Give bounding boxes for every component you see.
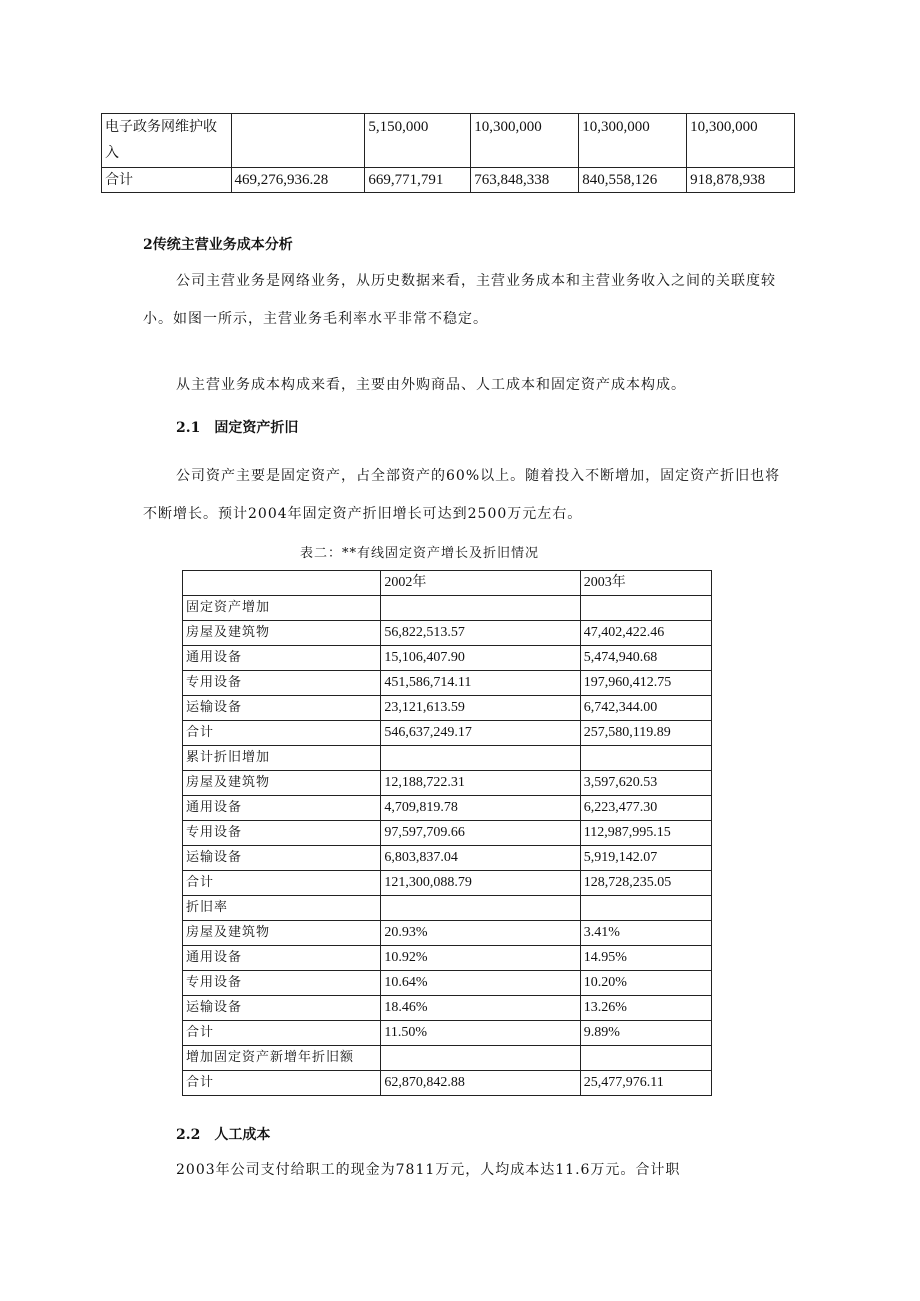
- table-cell: 56,822,513.57: [381, 621, 580, 646]
- row-label: 房屋及建筑物: [183, 771, 381, 796]
- section-heading-2-2: 2.2 人工成本: [176, 1127, 271, 1143]
- table-cell: 10.64%: [381, 971, 580, 996]
- table-cell: 15,106,407.90: [381, 646, 580, 671]
- table-row: [183, 971, 712, 996]
- row-label: 合计: [183, 1021, 381, 1046]
- table-cell: [580, 746, 711, 771]
- table-cell: 112,987,995.15: [580, 821, 711, 846]
- table-cell: 918,878,938: [687, 168, 795, 193]
- header-cell: [183, 571, 381, 596]
- row-label: 通用设备: [183, 646, 381, 671]
- table-cell: 25,477,976.11: [580, 1071, 711, 1096]
- table-row: [183, 1071, 712, 1096]
- table-cell: 18.46%: [381, 996, 580, 1021]
- top-revenue-table: [101, 113, 795, 193]
- row-label: 通用设备: [183, 796, 381, 821]
- table-cell: 97,597,709.66: [381, 821, 580, 846]
- section-heading-2-1: 2.1 固定资产折旧: [176, 420, 299, 436]
- table-body: [183, 571, 712, 1096]
- row-label: 专用设备: [183, 821, 381, 846]
- row-label: 折旧率: [183, 896, 381, 921]
- paragraph: 2003年公司支付给职工的现金为7811万元，人均成本达11.6万元。合计职: [176, 1162, 681, 1178]
- table-cell: 23,121,613.59: [381, 696, 580, 721]
- row-label: 电子政务网维护收入: [102, 114, 232, 168]
- table-cell: 5,474,940.68: [580, 646, 711, 671]
- table-row: [183, 746, 712, 771]
- table-row: [183, 946, 712, 971]
- table-cell: 11.50%: [381, 1021, 580, 1046]
- row-label: 专用设备: [183, 671, 381, 696]
- table-cell: [231, 114, 365, 168]
- table-row: [183, 921, 712, 946]
- table-row: [102, 168, 795, 193]
- table-cell: 5,150,000: [365, 114, 471, 168]
- table-cell: [580, 1046, 711, 1071]
- row-label: 运输设备: [183, 696, 381, 721]
- table-cell: 469,276,936.28: [231, 168, 365, 193]
- table-cell: 6,803,837.04: [381, 846, 580, 871]
- table-row: [183, 1021, 712, 1046]
- table-row: [183, 646, 712, 671]
- table-row: [102, 114, 795, 168]
- table-header-row: [183, 571, 712, 596]
- table-cell: 47,402,422.46: [580, 621, 711, 646]
- header-cell: 2002年: [381, 571, 580, 596]
- row-label: 运输设备: [183, 996, 381, 1021]
- table-cell: [381, 596, 580, 621]
- row-label: 运输设备: [183, 846, 381, 871]
- table-cell: 840,558,126: [579, 168, 687, 193]
- row-label: 房屋及建筑物: [183, 921, 381, 946]
- table-row: [183, 621, 712, 646]
- row-label: 固定资产增加: [183, 596, 381, 621]
- table-row: [183, 796, 712, 821]
- row-label: 专用设备: [183, 971, 381, 996]
- table-cell: 257,580,119.89: [580, 721, 711, 746]
- table-cell: 546,637,249.17: [381, 721, 580, 746]
- row-label: 通用设备: [183, 946, 381, 971]
- table-row: [183, 596, 712, 621]
- table-caption: 表二：**有线固定资产增长及折旧情况: [300, 546, 540, 561]
- table-cell: 10,300,000: [687, 114, 795, 168]
- table-row: [183, 896, 712, 921]
- table-cell: 763,848,338: [471, 168, 579, 193]
- table-cell: [381, 896, 580, 921]
- table-cell: 9.89%: [580, 1021, 711, 1046]
- table-cell: 4,709,819.78: [381, 796, 580, 821]
- paragraph: 公司资产主要是固定资产，占全部资产的60%以上。随着投入不断增加，固定资产折旧也将不断增长。预计2004年固定资产折旧增长可达到2500万元左右。: [143, 468, 781, 522]
- row-label: 合计: [183, 721, 381, 746]
- row-label: 增加固定资产新增年折旧额: [183, 1046, 381, 1071]
- depreciation-table: [182, 570, 712, 1096]
- table-cell: 10,300,000: [471, 114, 579, 168]
- table-row: [183, 871, 712, 896]
- row-label: 合计: [183, 1071, 381, 1096]
- table-cell: 3,597,620.53: [580, 771, 711, 796]
- table-cell: [580, 896, 711, 921]
- table-cell: 12,188,722.31: [381, 771, 580, 796]
- table-cell: 669,771,791: [365, 168, 471, 193]
- paragraph: 公司主营业务是网络业务，从历史数据来看，主营业务成本和主营业务收入之间的关联度较小。如图一所示，主营业务毛利率水平非常不稳定。: [143, 273, 776, 327]
- table-row: [183, 721, 712, 746]
- table-cell: 5,919,142.07: [580, 846, 711, 871]
- table-cell: 451,586,714.11: [381, 671, 580, 696]
- table-row: [183, 821, 712, 846]
- table-cell: [381, 746, 580, 771]
- row-label: 房屋及建筑物: [183, 621, 381, 646]
- table-row: [183, 696, 712, 721]
- table-cell: 6,742,344.00: [580, 696, 711, 721]
- table-cell: 128,728,235.05: [580, 871, 711, 896]
- table-cell: 10,300,000: [579, 114, 687, 168]
- table-cell: 3.41%: [580, 921, 711, 946]
- row-label: 合计: [183, 871, 381, 896]
- table-row: [183, 671, 712, 696]
- table-row: [183, 771, 712, 796]
- table-cell: 14.95%: [580, 946, 711, 971]
- table-cell: 10.20%: [580, 971, 711, 996]
- table-cell: 121,300,088.79: [381, 871, 580, 896]
- table-row: [183, 996, 712, 1021]
- table-row: [183, 1046, 712, 1071]
- row-label: 累计折旧增加: [183, 746, 381, 771]
- table-cell: 13.26%: [580, 996, 711, 1021]
- row-label: 合计: [102, 168, 232, 193]
- paragraph: 从主营业务成本构成来看，主要由外购商品、人工成本和固定资产成本构成。: [176, 377, 686, 393]
- table-cell: [580, 596, 711, 621]
- header-cell: 2003年: [580, 571, 711, 596]
- table-cell: 62,870,842.88: [381, 1071, 580, 1096]
- table-cell: 6,223,477.30: [580, 796, 711, 821]
- section-heading-2: 2传统主营业务成本分析: [143, 237, 293, 253]
- table-cell: 20.93%: [381, 921, 580, 946]
- table-cell: [381, 1046, 580, 1071]
- table-cell: 197,960,412.75: [580, 671, 711, 696]
- table-row: [183, 846, 712, 871]
- table-cell: 10.92%: [381, 946, 580, 971]
